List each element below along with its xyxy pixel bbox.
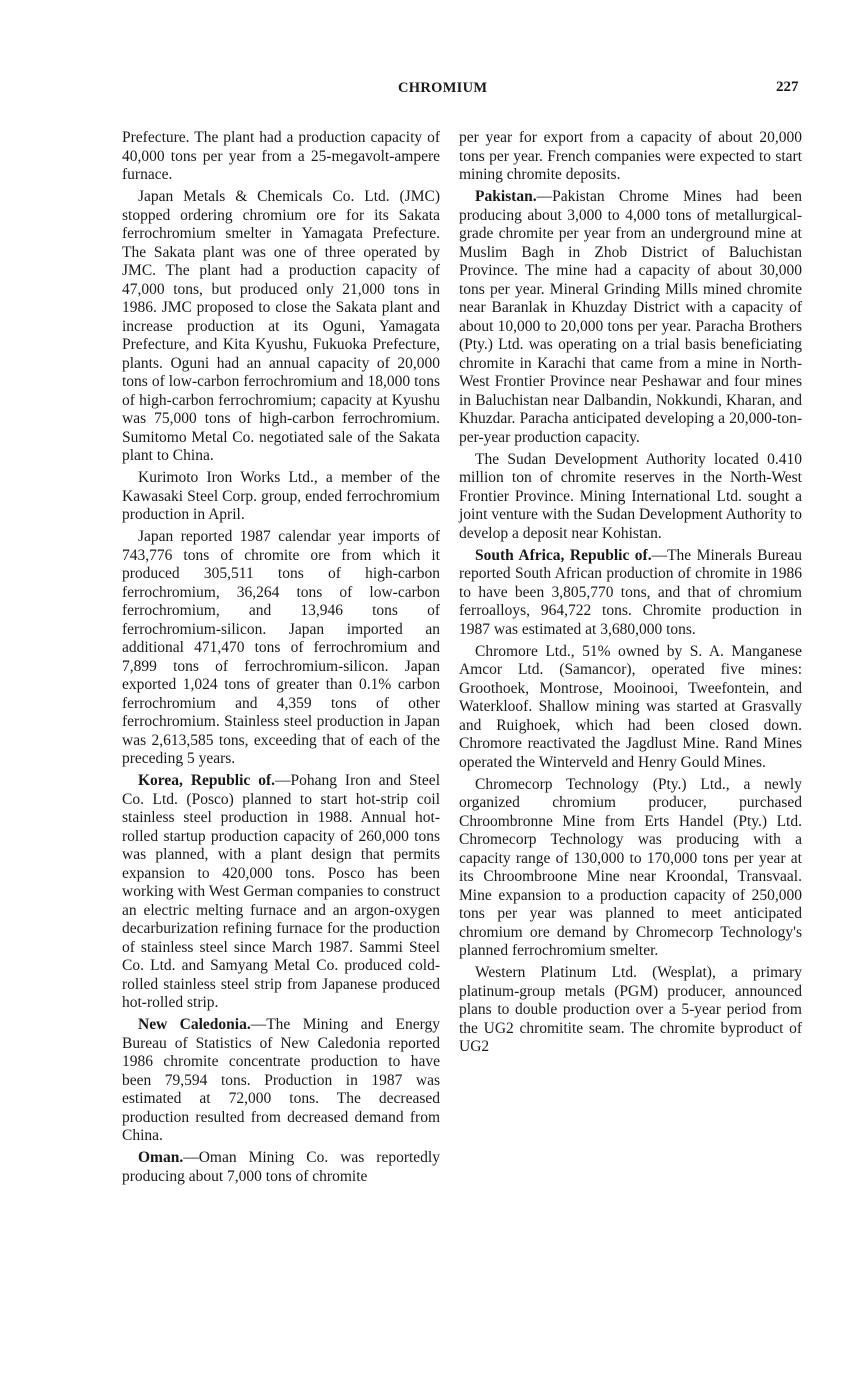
paragraph-left-2: Japan Metals & Chemicals Co. Ltd. (JMC) stopped ordering chromium ore for its Sakata ferrochromium smelter in Yamagata Prefecture. The Sakata plant was one of three operated by JMC. The plant had a production capacity of 47,000 tons, but produced only 21,000 tons in 1986. JMC proposed to close the Sakata plant and increase production at its Oguni, Yamagata Prefecture, and Kita Kyushu, Fukuoka Prefecture, plants. Oguni had an annual capacity of 20,000 tons of low-carbon ferrochromium and 18,000 tons of high-carbon ferrochromium; capacity at Kyushu was 75,000 tons of high-carbon ferrochromium. Sumitomo Metal Co. negotiated sale of the Sakata plant to China.	[122, 188, 440, 464]
section-heading-new-caledonia: New Caledonia.	[138, 1016, 251, 1033]
paragraph-right-1: per year for export from a capacity of about 20,000 tons per year. French companies were expected to start mining chromite deposits.	[459, 129, 802, 183]
section-heading-oman: Oman.	[138, 1149, 184, 1166]
page-header	[0, 80, 852, 102]
paragraph-right-6: Chromecorp Technology (Pty.) Ltd., a newly organized chromium producer, purchased Chroombronne Mine from Erts Handel (Pty.) Ltd. Chromecorp Technology was producing with a capacity range of 130,000 to 170,000 tons per year at its Chroombroone Mine near Kroondal, Transvaal. Mine expansion to a production capacity of 250,000 tons per year was planned to meet anticipated chromium ore demand by Chromecorp Technology's planned ferrochromium smelter.	[459, 775, 802, 959]
paragraph-right-5: Chromore Ltd., 51% owned by S. A. Manganese Amcor Ltd. (Samancor), operated five mines: Groothoek, Montrose, Mooinooi, Tweefontein, and Waterkloof. Shallow mining was started at Grasvally and Ruighoek, which had been closed down. Chromore reactivated the Jagdlust Mine. Rand Mines operated the Winterveld and Henry Gould Mines.	[459, 642, 802, 771]
right-column	[459, 129, 802, 1060]
paragraph-right-3: The Sudan Development Authority located 0.410 million ton of chromite reserves in the North-West Frontier Province. Mining International Ltd. sought a joint venture with the Sudan Development Authority to develop a deposit near Kohistan.	[459, 450, 802, 542]
paragraph-left-1: Prefecture. The plant had a production capacity of 40,000 tons per year from a 25-megavolt-ampere furnace.	[122, 129, 440, 183]
paragraph-left-3: Kurimoto Iron Works Ltd., a member of the Kawasaki Steel Corp. group, ended ferrochromium production in April.	[122, 469, 440, 523]
paragraph-south-africa: South Africa, Republic of.—The Minerals Bureau reported South African production of chromite in 1986 to have been 3,805,770 tons, and that of chromium ferroalloys, 964,722 tons. Chromite production in 1987 was estimated at 3,680,000 tons.	[459, 546, 802, 638]
left-column	[122, 129, 440, 1190]
paragraph-left-4: Japan reported 1987 calendar year imports of 743,776 tons of chromite ore from which it produced 305,511 tons of high-carbon ferrochromium, 36,264 tons of low-carbon ferrochromium, and 13,946 tons of ferrochromium-silicon. Japan imported an additional 471,470 tons of ferrochromium and 7,899 tons of ferrochromium-silicon. Japan exported 1,024 tons of greater than 0.1% carbon ferrochromium and 4,359 tons of other ferrochromium. Stainless steel production in Japan was 2,613,585 tons, exceeding that of each of the preceding 5 years.	[122, 528, 440, 767]
paragraph-korea: Korea, Republic of.—Pohang Iron and Steel Co. Ltd. (Posco) planned to start hot-strip coil stainless steel production in 1988. Annual hot-rolled startup production capacity of 260,000 tons was planned, with a plant design that permits expansion to 420,000 tons. Posco has been working with West German companies to construct an electric melting furnace and an argon-oxygen decarburization refining furnace for the production of stainless steel since March 1987. Sammi Steel Co. Ltd. and Samyang Metal Co. produced cold-rolled stainless steel strip from Japanese produced hot-rolled strip.	[122, 772, 440, 1011]
section-heading-south-africa: South Africa, Republic of.	[475, 546, 652, 564]
paragraph-right-7: Western Platinum Ltd. (Wesplat), a primary platinum-group metals (PGM) producer, announced plans to double production over a 5-year period from the UG2 chromitite seam. The chromite byproduct of UG2	[459, 964, 802, 1055]
section-heading-pakistan: Pakistan.	[475, 188, 537, 205]
paragraph-pakistan: Pakistan.—Pakistan Chrome Mines had been producing about 3,000 to 4,000 tons of metallurgical-grade chromite per year from an underground mine at Muslim Bagh in Zhob District of Baluchistan Province. The mine had a capacity of about 30,000 tons per year. Mineral Grinding Mills mined chromite near Baranlak in Khuzday District with a capacity of about 10,000 to 20,000 tons per year. Paracha Brothers (Pty.) Ltd. was operating on a trial basis beneficiating chromite in Karachi that came from a mine in North-West Frontier Province near Peshawar and four mines in Baluchistan near Dalbandin, Nokkundi, Kharan, and Khuzdar. Paracha anticipated developing a 20,000-ton-per-year production capacity.	[459, 188, 802, 446]
page-number: 227	[776, 79, 799, 95]
paragraph-new-caledonia: New Caledonia.—The Mining and Energy Bureau of Statistics of New Caledonia reported 1986 chromite concentrate production to have been 79,594 tons. Production in 1987 was estimated at 72,000 tons. The decreased production resulted from decreased demand from China.	[122, 1016, 440, 1144]
paragraph-oman: Oman.—Oman Mining Co. was reportedly producing about 7,000 tons of chromite	[122, 1149, 440, 1185]
running-title: CHROMIUM	[398, 80, 488, 96]
section-heading-korea: Korea, Republic of.	[138, 772, 275, 789]
